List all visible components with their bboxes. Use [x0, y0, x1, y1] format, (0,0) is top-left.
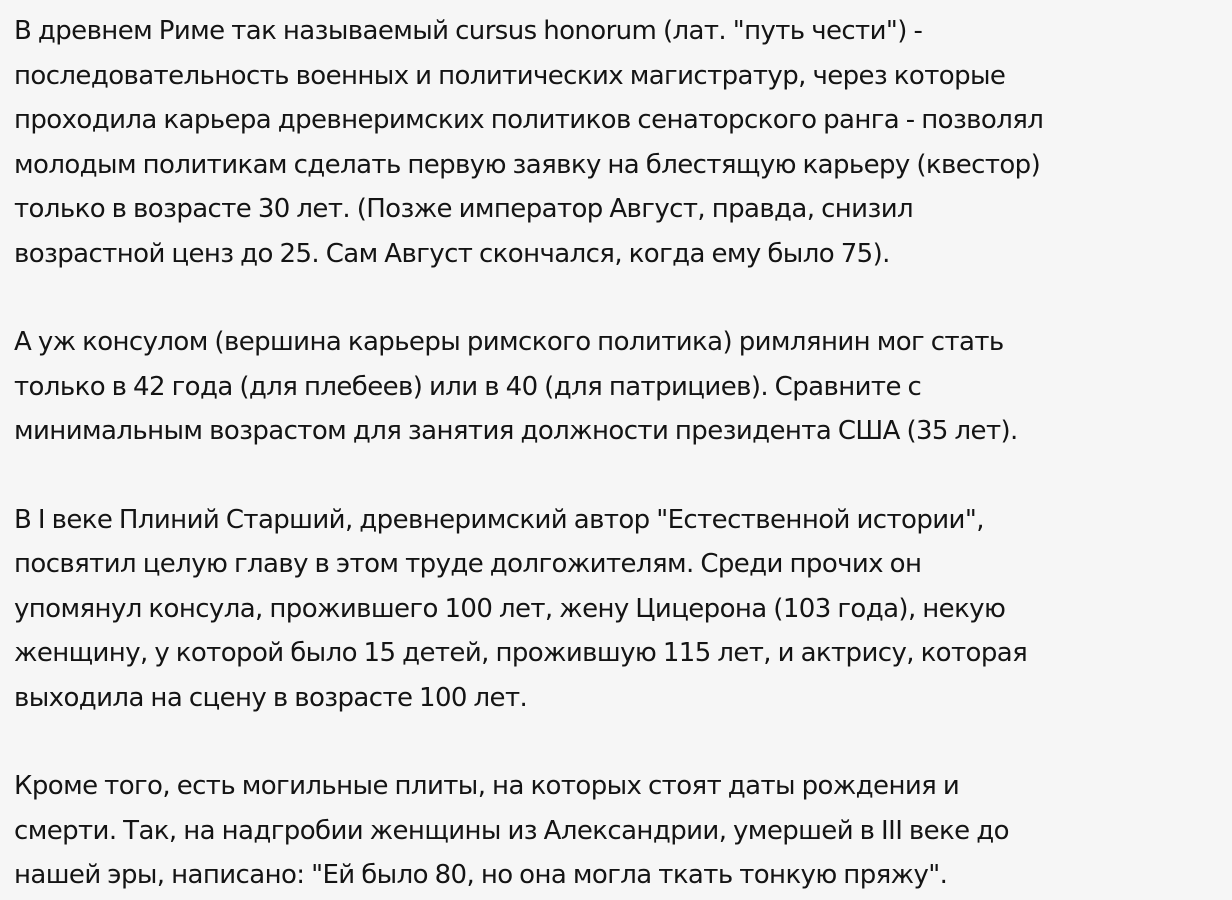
text-line: возрастной ценз до 25. Сам Август скончался, когда ему было 75).: [14, 238, 890, 269]
text-line: упомянул консула, прожившего 100 лет, жену Цицерона (103 года), некую: [14, 593, 1006, 624]
text-line: минимальным возрастом для занятия должности президента США (35 лет).: [14, 416, 1018, 446]
text-line: посвятил целую главу в этом труде долгожителям. Среди прочих он: [14, 549, 922, 579]
paragraph-pliny: [14, 498, 1232, 721]
text-line: А уж консулом (вершина карьеры римского политика) римлянин мог стать: [14, 327, 1004, 357]
text-line: последовательность военных и политических магистратур, через которые: [14, 60, 1006, 91]
text-line: только в возрасте 30 лет. (Позже император Август, правда, снизил: [14, 194, 914, 224]
text-line: смерти. Так, на надгробии женщины из Александрии, умершей в III веке до: [14, 815, 1009, 846]
text-line: женщину, у которой было 15 детей, прожившую 115 лет, и актрису, которая: [14, 638, 1028, 668]
text-line: только в 42 года (для плебеев) или в 40 (для патрициев). Сравните с: [14, 371, 922, 402]
paragraph-tombstones: [14, 764, 1232, 898]
text-line: проходила карьера древнеримских политиков сенаторского ранга - позволял: [14, 105, 1044, 135]
text-line: выходила на сцену в возрасте 100 лет.: [14, 682, 528, 713]
text-line: нашей эры, написано: "Ей было 80, но она могла ткать тонкую пряжу".: [14, 860, 948, 890]
text-line: Кроме того, есть могильные плиты, на которых стоят даты рождения и: [14, 771, 960, 801]
paragraph-consul-age: [14, 320, 1232, 454]
text-line: молодым политикам сделать первую заявку на блестящую карьеру (квестор): [14, 149, 1041, 180]
text-line: В древнем Риме так называемый cursus honorum (лат. "путь чести") -: [14, 16, 923, 46]
paragraph-cursus-honorum: [14, 9, 1232, 276]
text-line: В I веке Плиний Старший, древнеримский автор "Естественной истории",: [14, 504, 984, 535]
